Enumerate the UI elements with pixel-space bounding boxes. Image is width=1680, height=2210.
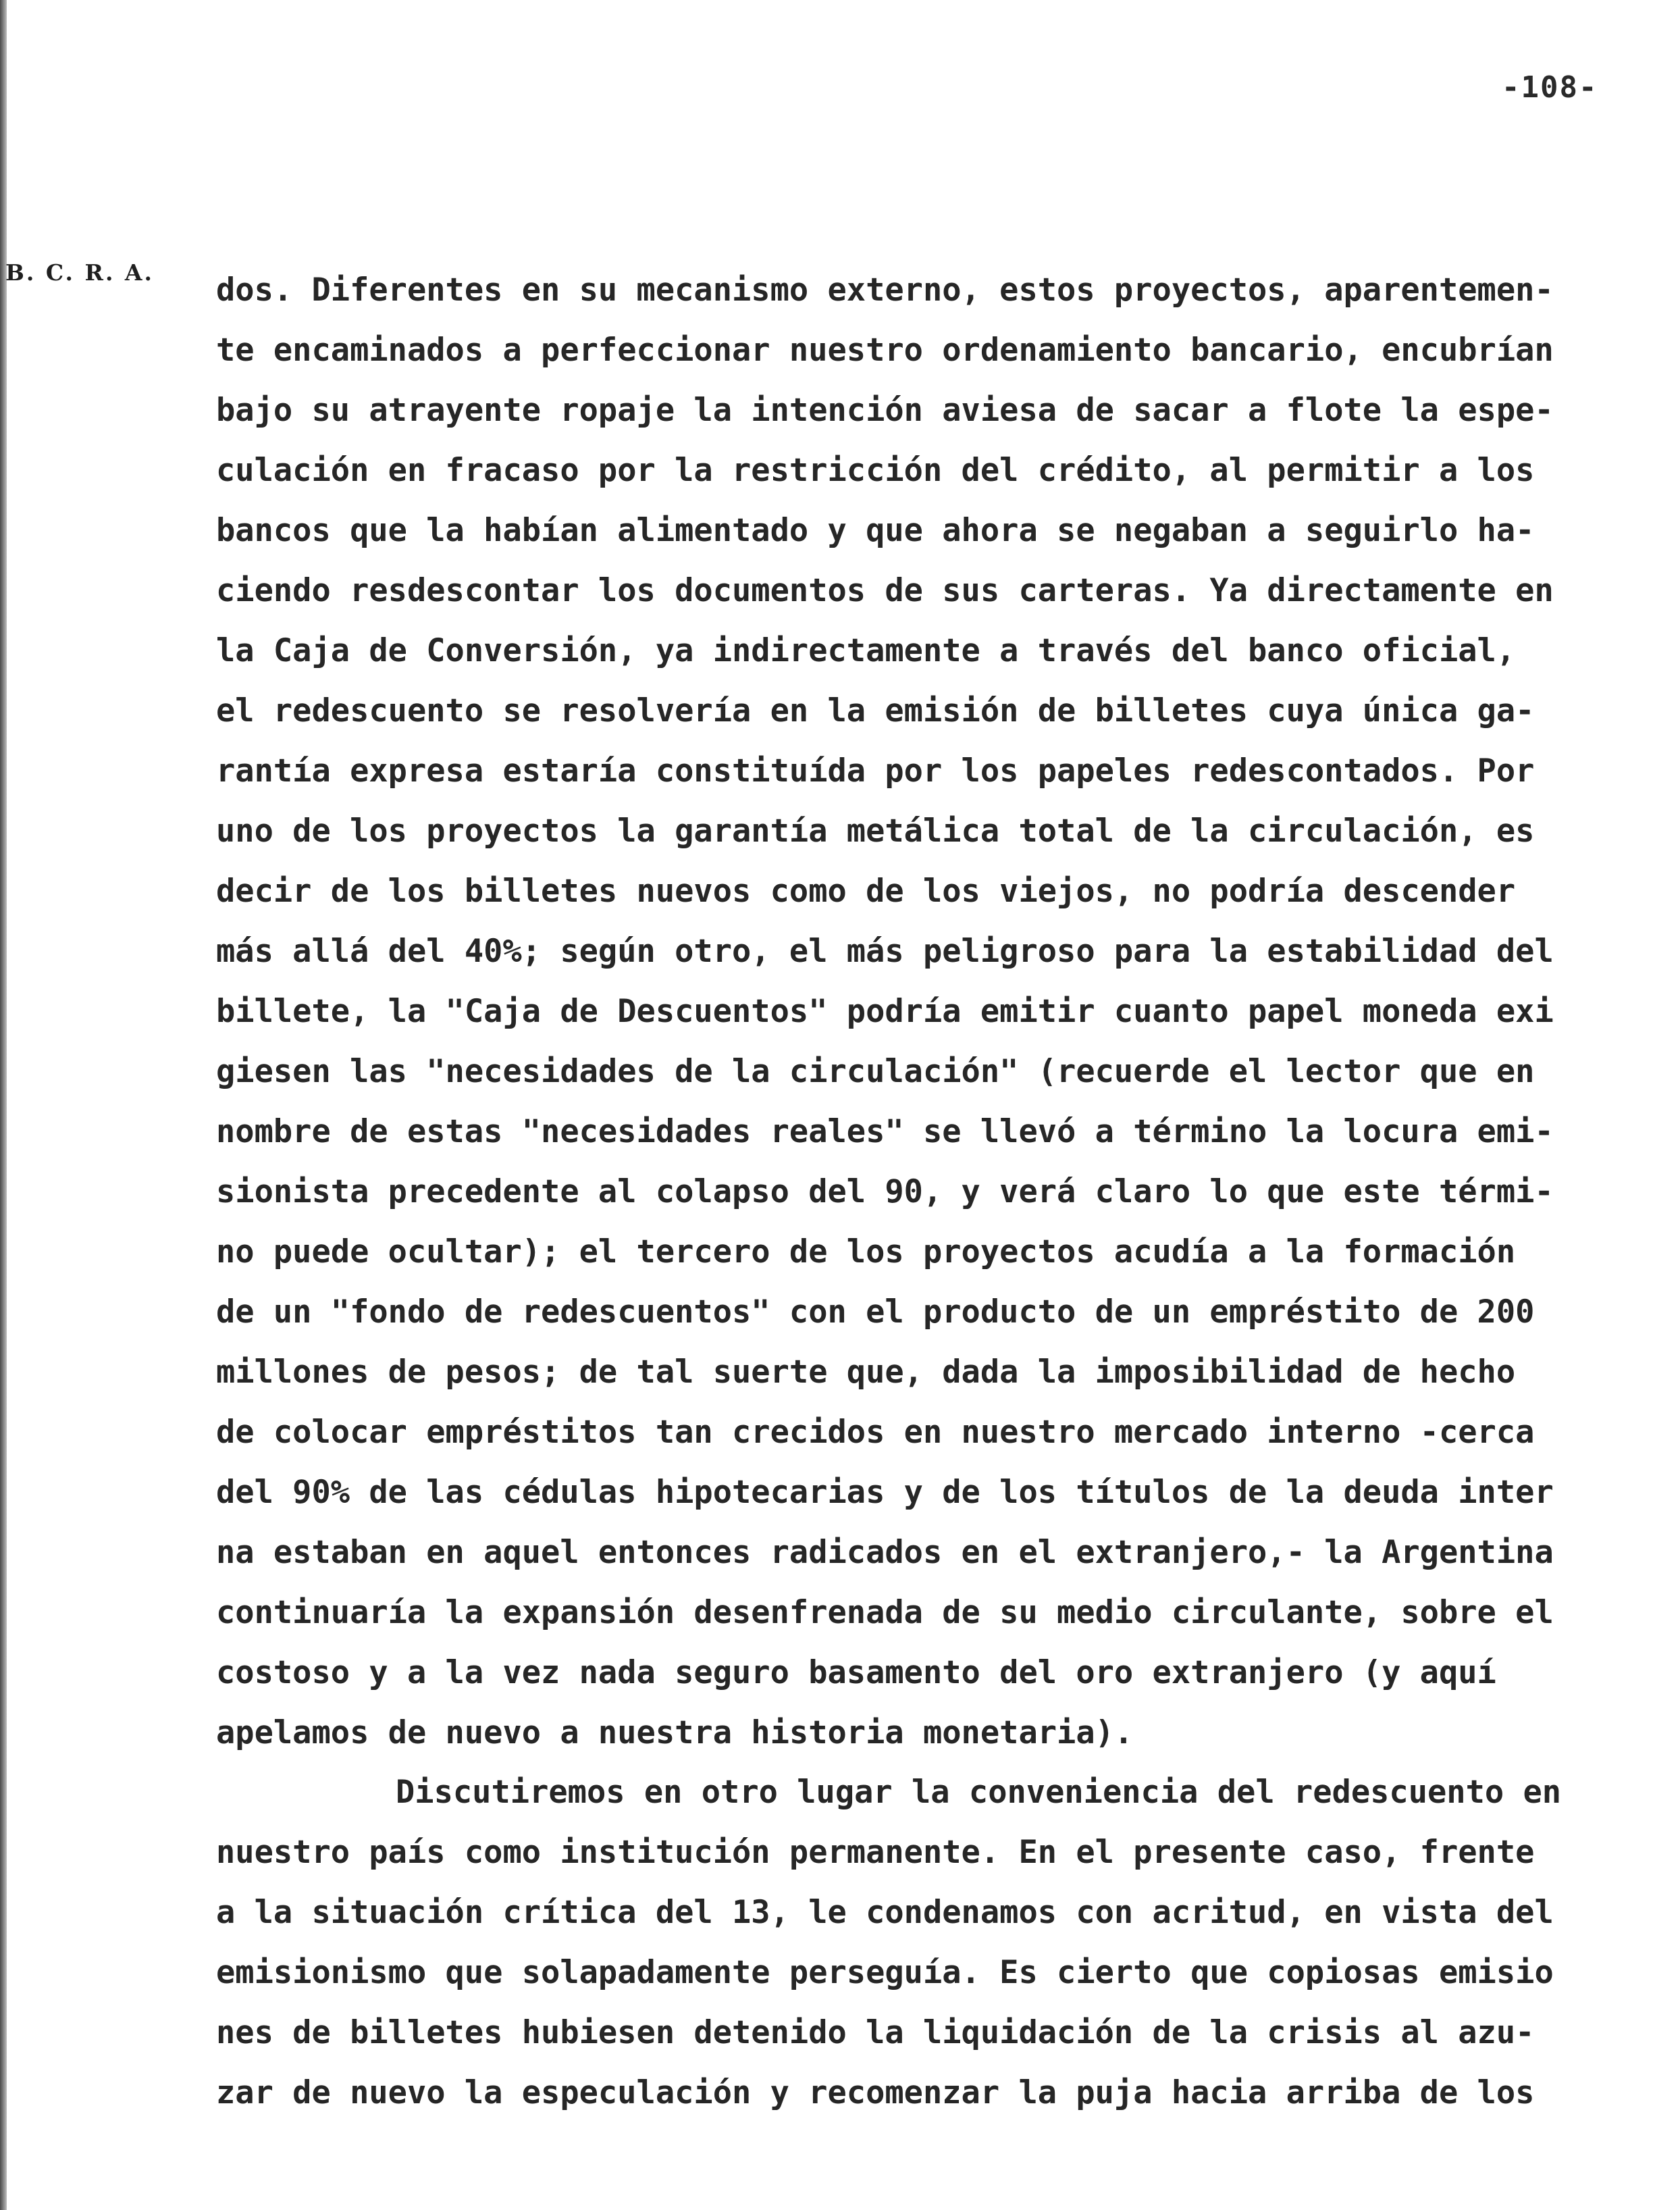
text-line: giesen las "necesidades de la circulación" (recuerde el lector que en — [216, 1053, 1535, 1090]
text-line: billete, la "Caja de Descuentos" podría emitir cuanto papel moneda exi — [216, 993, 1554, 1030]
text-line: bajo su atrayente ropaje la intención aviesa de sacar a flote la espe- — [216, 392, 1554, 429]
text-line: de un "fondo de redescuentos" con el producto de un empréstito de 200 — [216, 1293, 1535, 1331]
text-line: zar de nuevo la especulación y recomenzar la puja hacia arriba de los — [216, 2074, 1535, 2111]
text-line: la Caja de Conversión, ya indirectamente a través del banco oficial, — [216, 632, 1516, 669]
text-line: dos. Diferentes en su mecanismo externo, estos proyectos, aparentemen- — [216, 272, 1554, 309]
text-line: decir de los billetes nuevos como de los viejos, no podría descender — [216, 873, 1516, 910]
text-line: millones de pesos; de tal suerte que, dada la imposibilidad de hecho — [216, 1354, 1516, 1391]
text-line: uno de los proyectos la garantía metálica total de la circulación, es — [216, 813, 1535, 850]
page-edge-shadow — [0, 0, 7, 2210]
text-line: a la situación crítica del 13, le condenamos con acritud, en vista del — [216, 1894, 1554, 1931]
text-line: emisionismo que solapadamente perseguía. Es cierto que copiosas emisio — [216, 1954, 1554, 1991]
text-line: sionista precedente al colapso del 90, y verá claro lo que este térmi- — [216, 1173, 1554, 1210]
text-line: no puede ocultar); el tercero de los proyectos acudía a la formación — [216, 1233, 1516, 1270]
page-number: -108- — [1502, 70, 1598, 105]
text-line: ciendo resdescontar los documentos de sus carteras. Ya directamente en — [216, 572, 1554, 609]
text-line: rantía expresa estaría constituída por los papeles redescontados. Por — [216, 752, 1535, 790]
text-line: apelamos de nuevo a nuestra historia monetaria). — [216, 1714, 1134, 1751]
bcra-stamp: B. C. R. A. — [5, 259, 155, 286]
text-line: nes de billetes hubiesen detenido la liquidación de la crisis al azu- — [216, 2014, 1535, 2051]
text-line: continuaría la expansión desenfrenada de su medio circulante, sobre el — [216, 1594, 1554, 1631]
text-line: costoso y a la vez nada seguro basamento del oro extranjero (y aquí — [216, 1654, 1496, 1691]
text-line: bancos que la habían alimentado y que ahora se negaban a seguirlo ha- — [216, 512, 1535, 549]
text-line: culación en fracaso por la restricción del crédito, al permitir a los — [216, 452, 1535, 489]
text-line: te encaminados a perfeccionar nuestro ordenamiento bancario, encubrían — [216, 332, 1554, 369]
text-line: na estaban en aquel entonces radicados en el extranjero,- la Argentina — [216, 1534, 1554, 1571]
text-line: nombre de estas "necesidades reales" se llevó a término la locura emi- — [216, 1113, 1554, 1150]
text-line: del 90% de las cédulas hipotecarias y de los títulos de la deuda inter — [216, 1474, 1554, 1511]
text-line: el redescuento se resolvería en la emisión de billetes cuya única ga- — [216, 692, 1535, 729]
text-line: más allá del 40%; según otro, el más peligroso para la estabilidad del — [216, 933, 1554, 970]
text-line: Discutiremos en otro lugar la conveniencia del redescuento en — [396, 1774, 1562, 1811]
text-line: de colocar empréstitos tan crecidos en nuestro mercado interno -cerca — [216, 1414, 1535, 1451]
text-line: nuestro país como institución permanente. En el presente caso, frente — [216, 1834, 1535, 1871]
